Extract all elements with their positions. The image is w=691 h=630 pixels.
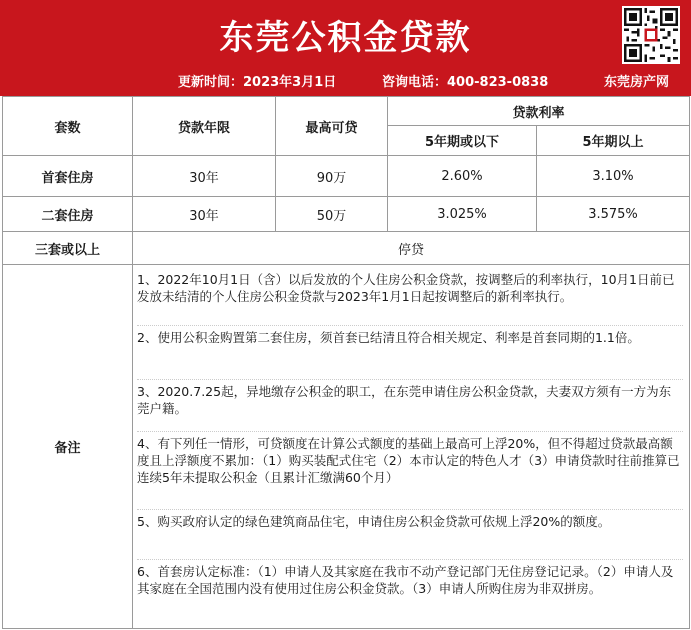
info-bar [0, 66, 691, 92]
page-header [0, 0, 691, 96]
header-row [3, 97, 690, 126]
row-type: 首套住房 [3, 156, 133, 197]
table-row-third-home [3, 232, 690, 265]
header-rate-short: 5年期或以下 [388, 126, 537, 156]
page-title: 东莞公积金贷款 [219, 18, 472, 58]
row-status: 停贷 [133, 232, 690, 265]
row-term: 30年 [133, 156, 276, 197]
header-max-loan: 最高可贷 [276, 97, 388, 156]
update-time: 更新时间：2023年3月1日 [178, 75, 337, 90]
header-rate-long: 5年期以上 [537, 126, 690, 156]
row-max-loan: 50万 [276, 197, 388, 232]
row-term: 30年 [133, 197, 276, 232]
brand-name: 东莞房产网 [604, 75, 670, 90]
note-item: 4、有下列任一情形，可贷额度在计算公式额度的基础上最高可上浮20%，但不得超过贷款最高额度且上浮额度不累加：（1）购买装配式住宅（2）本市认定的特色人才（3）申请贷款时往前推算已连续5年未提取公积金（且累计汇缴满60个月） [137, 432, 683, 510]
hotline: 咨询电话：400-823-0838 [382, 75, 549, 90]
notes-row [3, 265, 690, 629]
table-row-first-home [3, 156, 690, 197]
header-type: 套数 [3, 97, 133, 156]
row-type: 二套住房 [3, 197, 133, 232]
notes-label: 备注 [3, 265, 133, 629]
header-rate: 贷款利率 [388, 97, 690, 126]
note-item: 6、首套房认定标准：（1）申请人及其家庭在我市不动产登记部门无住房登记记录。（2）申请人及其家庭在全国范围内没有使用过住房公积金贷款。（3）申请人所购住房为非双拼房。 [137, 563, 674, 596]
loan-table [2, 96, 690, 629]
header-term: 贷款年限 [133, 97, 276, 156]
table-row-second-home [3, 197, 690, 232]
note-item: 1、2022年10月1日（含）以后发放的个人住房公积金贷款，按调整后的利率执行，10月1日前已发放未结清的个人住房公积金贷款与2023年1月1日起按调整后的新利率执行。 [137, 268, 683, 326]
row-rate-short: 3.025% [388, 197, 537, 232]
note-item: 3、2020.7.25起，异地缴存公积金的职工，在东莞申请住房公积金贷款，夫妻双方须有一方为东莞户籍。 [137, 380, 683, 432]
qr-code-icon [622, 6, 680, 64]
notes-cell [133, 265, 690, 629]
row-rate-short: 2.60% [388, 156, 537, 197]
row-rate-long: 3.10% [537, 156, 690, 197]
row-max-loan: 90万 [276, 156, 388, 197]
note-item: 2、使用公积金购置第二套住房，须首套已结清且符合相关规定、利率是首套同期的1.1倍。 [137, 326, 683, 380]
row-rate-long: 3.575% [537, 197, 690, 232]
note-item: 5、购买政府认定的绿色建筑商品住宅，申请住房公积金贷款可依规上浮20%的额度。 [137, 510, 683, 560]
row-type: 三套或以上 [3, 232, 133, 265]
